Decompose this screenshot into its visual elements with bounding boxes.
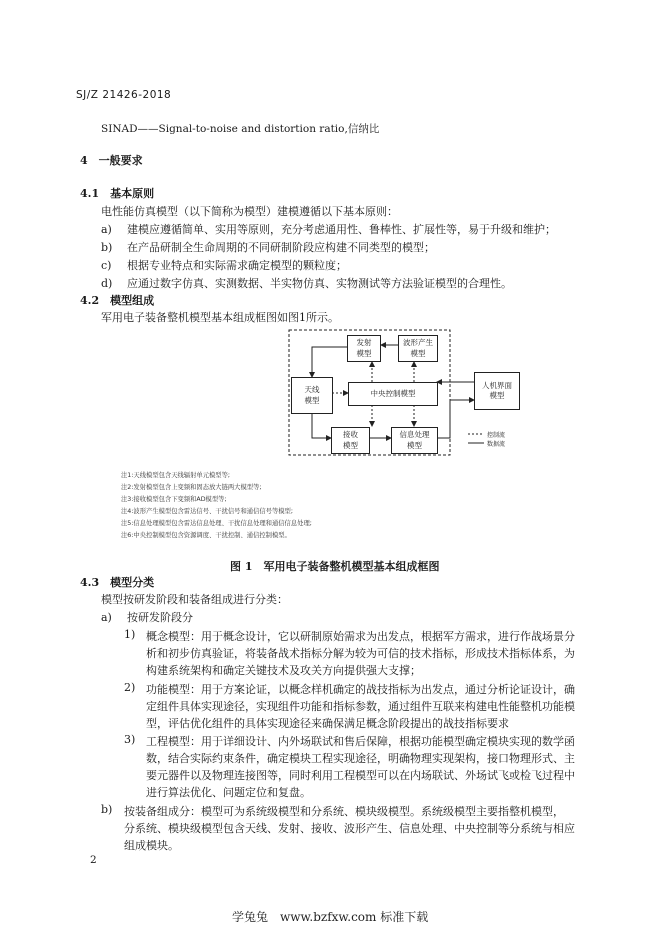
list-text: 应通过数字仿真、实测数据、半实物仿真、实物测试等方法验证模型的合理性。 (127, 277, 512, 290)
paragraph: 军用电子装备整机模型基本组成框图如图1所示。 (101, 311, 339, 324)
sub-item-line: 进行算法优化、问题定位和复盘。 (146, 786, 311, 799)
list-marker: c) (101, 259, 112, 272)
paragraph-line: 分系统、模块级模型包含天线、发射、接收、波形产生、信息处理、中央控制等分系统与相应 (124, 822, 575, 835)
list-item (101, 275, 512, 291)
page-number: 2 (90, 854, 97, 866)
abbreviation-sinad: SINAD——Signal-to-noise and distortion ratio,信纳比 (101, 123, 380, 135)
standard-code: SJ/Z 21426-2018 (76, 89, 172, 101)
list-text: 在产品研制全生命周期的不同研制阶段应构建不同类型的模型； (127, 241, 435, 254)
list-marker: a) (101, 223, 112, 236)
paragraph: 模型按研发阶段和装备组成进行分类： (101, 593, 288, 606)
waveform-model-block: 波形产生 模型 (398, 335, 438, 362)
list-item (101, 221, 556, 237)
list-marker: b) (101, 241, 113, 254)
list-text: 根据专业特点和实际需求确定模型的颗粒度； (127, 259, 347, 272)
figure-note: 注4:波形产生模型包含雷达信号、干扰信号和通信信号等模型; (121, 508, 293, 515)
central-control-model-block: 中央控制模型 (348, 382, 438, 406)
legend-control-label: 控制流 (487, 432, 506, 439)
footer-watermark: 学兔兔 www.bzfxw.com 标准下载 (232, 910, 429, 924)
list-marker: b) (101, 803, 113, 816)
receive-model-block: 接收 模型 (331, 427, 370, 454)
sub-item-line: 要元器件以及物理连接图等，同时利用工程模型可以在内场联试、外场试飞或检飞过程中 (146, 769, 575, 782)
paragraph-line: 组成模块。 (124, 839, 179, 852)
sub-item-line: 定组件具体实现途径，实现组件功能和指标参数，通过组件互联来构建电性能整机功能模 (146, 700, 575, 713)
sub-item-marker: 3) (124, 733, 136, 746)
list-item (101, 257, 347, 273)
section-title: 模型组成 (110, 294, 155, 307)
list-item (101, 609, 193, 625)
figure-note: 注5:信息处理模型包含雷达信息处理、干扰信息处理和通信信息处理; (121, 520, 312, 527)
sub-item-line: 概念模型：用于概念设计，它以研制原始需求为出发点，根据军方需求，进行作战场景分 (146, 630, 575, 643)
figure-note: 注2:发射模型包含上变频和固态放大链两大模型等; (121, 484, 262, 491)
list-item (101, 239, 435, 255)
sub-item-marker: 2) (124, 681, 136, 694)
section-4-heading (80, 152, 143, 168)
paragraph: 电性能仿真模型（以下简称为模型）建模遵循以下基本原则： (101, 205, 398, 218)
figure-note: 注6:中央控制模型包含资源调度、干扰控制、通信控制模型。 (121, 532, 291, 539)
figure-note: 注1:天线模型包含天线辐射单元模型等; (121, 472, 230, 479)
section-number: 4.1 (80, 187, 100, 200)
antenna-model-block: 天线 模型 (291, 377, 333, 414)
section-4-1-heading (80, 185, 154, 201)
data-flow-arrow (312, 413, 331, 438)
transmit-model-block: 发射 模型 (347, 335, 381, 362)
data-flow-arrow (437, 400, 474, 438)
hmi-model-block: 人机界面 模型 (474, 372, 520, 410)
legend-data-label: 数据流 (487, 441, 506, 448)
sub-item-line: 构建系统架构和确定关键技术及攻关方向提供强大支撑； (146, 664, 421, 677)
figure-note: 注3:接收模型包含下变频和AD模型等; (121, 496, 227, 503)
list-text: 按研发阶段分 (127, 611, 193, 624)
sub-item-line: 工程模型：用于详细设计、内外场联试和售后保障，根据功能模型确定模块实现的数学函 (146, 735, 575, 748)
figure-caption: 图 1 军用电子装备整机模型基本组成框图 (230, 560, 440, 573)
sub-item-marker: 1) (124, 628, 136, 641)
section-number: 4.3 (80, 576, 100, 589)
diagram-frame (289, 330, 450, 455)
list-marker: d) (101, 277, 113, 290)
section-title: 基本原则 (110, 187, 155, 200)
list-marker: a) (101, 611, 112, 624)
info-processing-model-block: 信息处理 模型 (391, 427, 438, 454)
section-title: 一般要求 (98, 154, 143, 167)
sub-item-line: 数，结合实际约束条件，确定模块工程实现途径，明确物理实现架构，接口物理形式、主 (146, 752, 575, 765)
section-number: 4 (80, 154, 88, 167)
data-flow-arrow (312, 347, 347, 377)
section-title: 模型分类 (110, 576, 155, 589)
section-number: 4.2 (80, 294, 100, 307)
section-4-2-heading (80, 292, 154, 308)
section-4-3-heading (80, 574, 154, 590)
paragraph-line: 按装备组成分：模型可为系统级模型和分系统、模块级模型。系统级模型主要指整机模型， (124, 805, 564, 818)
sub-item-line: 功能模型：用于方案论证，以概念样机确定的战技指标为出发点，通过分析论证设计，确 (146, 683, 575, 696)
sub-item-line: 型，评估优化组件的具体实现途径来确保满足概念阶段提出的战技指标要求 (146, 717, 509, 730)
list-text: 建模应遵循简单、实用等原则，充分考虑通用性、鲁棒性、扩展性等，易于升级和维护； (127, 223, 556, 236)
sub-item-line: 析和初步仿真验证，将装备战术指标分解为较为可信的技术指标，形成技术指标体系，为 (146, 647, 575, 660)
